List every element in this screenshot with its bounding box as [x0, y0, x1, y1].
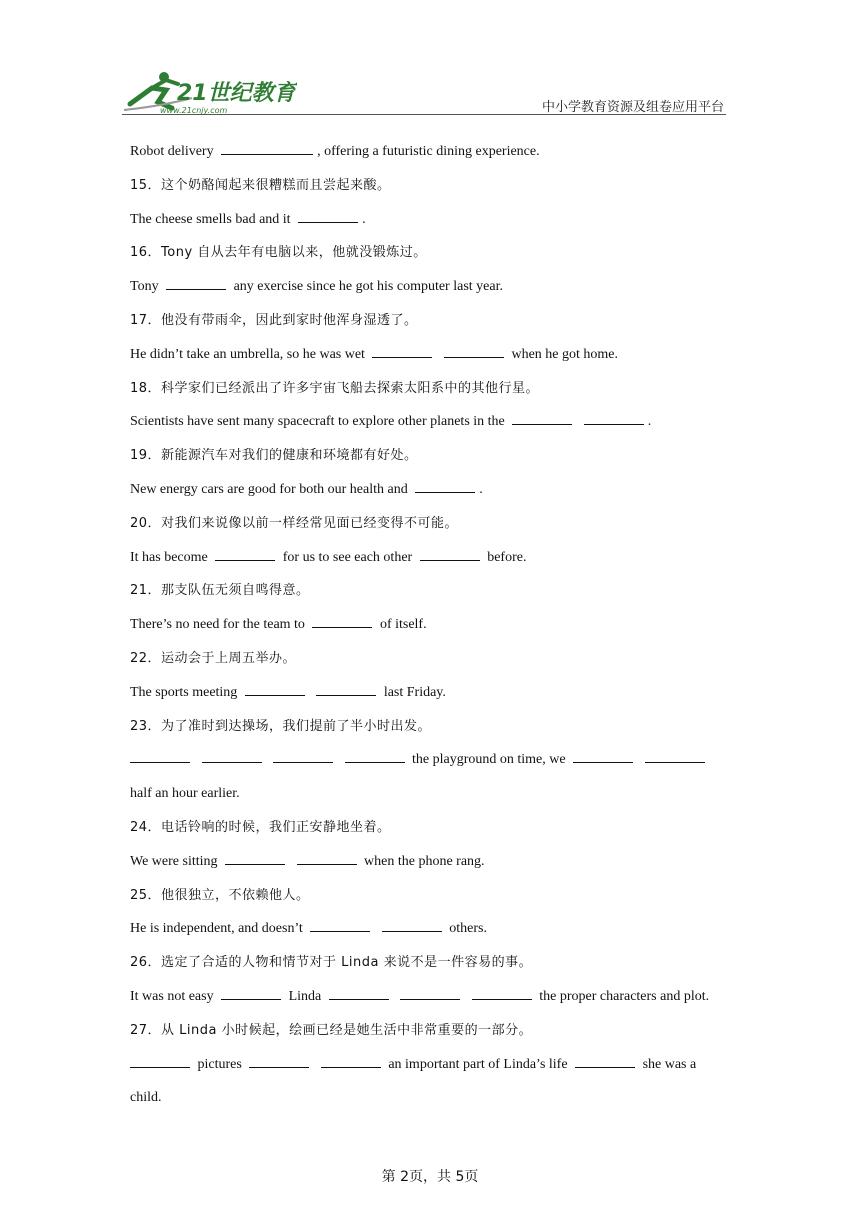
question-15-en [130, 208, 740, 242]
line-text: the playground on time, we [412, 752, 566, 768]
question-21-cn: 21．那支队伍无须自鸣得意。 [130, 583, 310, 599]
question-18-en [130, 410, 740, 444]
answer-blank[interactable] [310, 917, 370, 932]
21cnjy-logo [122, 68, 297, 116]
line-text: others. [449, 921, 487, 937]
answer-blank[interactable] [415, 478, 475, 493]
answer-blank[interactable] [400, 985, 460, 1000]
answer-blank[interactable] [316, 681, 376, 696]
line-text: New energy cars are good for both our health and [130, 481, 408, 497]
line-text: Scientists have sent many spacecraft to explore other planets in the [130, 414, 505, 430]
svg-text:www.21cnjy.com: www.21cnjy.com [160, 106, 228, 115]
answer-blank[interactable] [298, 208, 358, 223]
line-text: It was not easy [130, 988, 214, 1004]
svg-text:21世纪教育: 21世纪教育 [177, 81, 296, 106]
answer-blank[interactable] [221, 140, 313, 155]
line-text: . [362, 211, 366, 227]
line-text: He didn’t take an umbrella, so he was wet [130, 346, 365, 362]
line-text: There’s no need for the team to [130, 617, 305, 633]
exercise-body [130, 140, 740, 1120]
question-23-en [130, 748, 740, 782]
answer-blank[interactable] [221, 985, 281, 1000]
platform-title: 中小学教育资源及组卷应用平台 [541, 100, 724, 115]
question-16-en [130, 275, 740, 309]
answer-blank[interactable] [329, 985, 389, 1000]
answer-blank[interactable] [215, 546, 275, 561]
answer-blank[interactable] [472, 985, 532, 1000]
answer-blank[interactable] [166, 275, 226, 290]
line-text: The cheese smells bad and it [130, 211, 291, 227]
line-text: It has become [130, 549, 208, 565]
line-text: she was a [642, 1056, 697, 1072]
answer-blank[interactable] [645, 748, 705, 763]
question-20-cn: 20．对我们来说像以前一样经常见面已经变得不可能。 [130, 515, 459, 531]
question-27-cn: 27．从 Linda 小时候起，绘画已经是她生活中非常重要的一部分。 [130, 1022, 533, 1038]
header-divider [122, 114, 726, 115]
question-26-cn: 26．选定了合适的人物和情节对于 Linda 来说不是一件容易的事。 [130, 955, 533, 971]
line-text: pictures [197, 1056, 242, 1072]
answer-blank[interactable] [312, 613, 372, 628]
answer-blank[interactable] [245, 681, 305, 696]
line-text: . [647, 414, 652, 430]
answer-blank[interactable] [249, 1053, 309, 1068]
page-header [122, 68, 726, 118]
answer-blank[interactable] [130, 748, 190, 763]
line-text: . [479, 481, 483, 497]
line-text: before. [487, 549, 527, 565]
answer-blank[interactable] [297, 850, 357, 865]
answer-blank[interactable] [444, 343, 504, 358]
question-19-en [130, 478, 740, 512]
answer-blank[interactable] [512, 410, 572, 425]
line-text: when he got home. [511, 346, 618, 362]
line-text: We were sitting [130, 853, 218, 869]
question-23-en-cont: half an hour earlier. [130, 786, 240, 802]
page-number: 第 2页，共 5页 [381, 1169, 479, 1185]
answer-blank[interactable] [420, 546, 480, 561]
line-text: He is independent, and doesn’t [130, 921, 303, 937]
question-15-cn: 15．这个奶酪闻起来很糟糕而且尝起来酸。 [130, 177, 391, 193]
question-26-en [130, 985, 740, 1019]
question-17-cn: 17．他没有带雨伞，因此到家时他浑身湿透了。 [130, 312, 418, 328]
question-24-en [130, 850, 740, 884]
question-20-en [130, 546, 740, 580]
answer-blank[interactable] [575, 1053, 635, 1068]
answer-blank[interactable] [372, 343, 432, 358]
answer-blank[interactable] [321, 1053, 381, 1068]
line-text: the proper characters and plot. [539, 988, 710, 1004]
line-text: for us to see each other [282, 549, 413, 565]
question-19-cn: 19．新能源汽车对我们的健康和环境都有好处。 [130, 448, 418, 464]
answer-blank[interactable] [584, 410, 644, 425]
line-text: , offering a futuristic dining experience. [317, 144, 540, 159]
line-text: The sports meeting [130, 684, 238, 700]
question-18-cn: 18．科学家们已经派出了许多宇宙飞船去探索太阳系中的其他行星。 [130, 380, 540, 396]
question-17-en [130, 343, 740, 377]
question-23-cn: 23．为了准时到达操场，我们提前了半小时出发。 [130, 718, 432, 734]
question-27-en-cont: child. [130, 1090, 162, 1106]
exercise-line [130, 140, 740, 174]
question-25-cn: 25．他很独立，不依赖他人。 [130, 887, 310, 903]
answer-blank[interactable] [382, 917, 442, 932]
line-text: Robot delivery [130, 144, 214, 159]
question-22-en [130, 681, 740, 715]
answer-blank[interactable] [130, 1053, 190, 1068]
question-24-cn: 24．电话铃响的时候，我们正安静地坐着。 [130, 819, 391, 835]
answer-blank[interactable] [273, 748, 333, 763]
line-text: any exercise since he got his computer last year. [233, 279, 503, 295]
question-25-en [130, 917, 740, 951]
line-text: when the phone rang. [364, 853, 485, 869]
line-text: Tony [130, 279, 159, 295]
answer-blank[interactable] [345, 748, 405, 763]
question-22-cn: 22．运动会于上周五举办。 [130, 650, 297, 666]
line-text: an important part of Linda’s life [388, 1056, 568, 1072]
question-27-en [130, 1053, 740, 1087]
question-16-cn: 16．Tony 自从去年有电脑以来，他就没锻炼过。 [130, 245, 427, 261]
answer-blank[interactable] [202, 748, 262, 763]
answer-blank[interactable] [225, 850, 285, 865]
question-21-en [130, 613, 740, 647]
line-text: last Friday. [383, 684, 446, 700]
line-text: Linda [288, 988, 322, 1004]
line-text: of itself. [379, 617, 427, 633]
answer-blank[interactable] [573, 748, 633, 763]
